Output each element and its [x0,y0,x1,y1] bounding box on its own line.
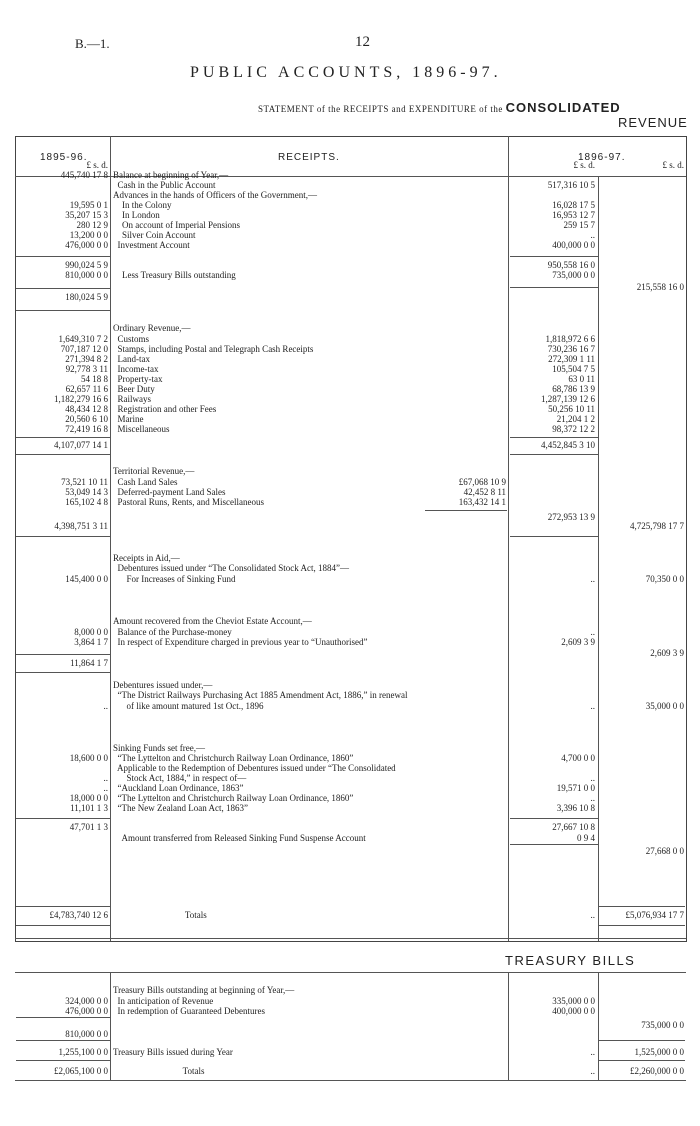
receipt-description: In redemption of Guaranteed Debentures [113,1006,265,1016]
prev-year-amount: 62,657 11 6 [65,384,108,394]
curr-year-total: 70,350 0 0 [645,574,684,584]
receipt-description: Treasury Bills issued during Year [113,1047,233,1057]
receipt-description: “The District Railways Purchasing Act 1885 Amendment Act, 1886,” in renewal [113,690,408,700]
receipt-description: Less Treasury Bills outstanding [113,270,236,280]
curr-year-amount: 335,000 0 0 [552,996,595,1006]
subtotal-rule [16,288,110,289]
prev-year-amount: .. [103,783,108,793]
curr-year-amount: 68,786 13 9 [552,384,595,394]
col-receipts: RECEIPTS. [278,152,340,163]
curr-year-total: 215,558 16 0 [636,282,684,292]
receipt-description: In the Colony [113,200,172,210]
subtotal-rule [510,256,598,257]
prev-year-amount: 145,400 0 0 [65,574,108,584]
prev-year-amount: 707,187 12 0 [60,344,108,354]
receipt-description: Totals [113,1066,205,1076]
receipt-description: Marine [113,414,144,424]
curr-year-amount: 50,256 10 11 [548,404,595,414]
receipt-description: Receipts in Aid,— [113,553,180,563]
curr-year-amount: £ s. d. [573,160,595,170]
receipt-description: Debentures issued under “The Consolidated Stock Act, 1884”— [113,563,349,573]
receipt-description: Railways [113,394,151,404]
subtotal-rule [16,536,110,537]
treasury-bills-heading: TREASURY BILLS [505,953,636,968]
prev-year-amount: 72,419 16 8 [65,424,108,434]
curr-year-amount: 950,558 16 0 [547,260,595,270]
prev-year-amount: 35,207 15 3 [65,210,108,220]
curr-year-amount: 272,953 13 9 [547,512,595,522]
prev-year-amount: 810,000 0 0 [65,1029,108,1039]
curr-year-amount: 1,818,972 6 6 [545,334,595,344]
curr-year-amount: 16,953 12 7 [552,210,595,220]
receipt-description: Territorial Revenue,— [113,466,195,476]
col-divider [508,972,509,1080]
curr-year-total: £2,260,000 0 0 [630,1066,684,1076]
subtotal-rule [598,1040,685,1041]
prev-year-amount: 324,000 0 0 [65,996,108,1006]
receipt-description: In London [113,210,160,220]
subtotal-rule [16,654,110,655]
curr-year-amount: .. [590,793,595,803]
curr-year-amount: 63 0 11 [568,374,595,384]
curr-year-total: £5,076,934 17 7 [625,910,684,920]
curr-year-amount: .. [590,230,595,240]
prev-year-amount: 476,000 0 0 [65,1006,108,1016]
prev-year-amount: 11,864 1 7 [70,658,108,668]
prev-year-amount: £4,783,740 12 6 [49,910,108,920]
total-rule [598,925,685,926]
receipt-description: Advances in the hands of Officers of the Government,— [113,190,318,200]
prev-year-amount: 47,701 1 3 [69,822,108,832]
curr-year-total: 735,000 0 0 [641,1020,684,1030]
page-number: 12 [355,34,370,50]
prev-year-amount: 476,000 0 0 [65,240,108,250]
statement-heading [258,100,621,115]
curr-year-total: 35,000 0 0 [645,701,684,711]
receipt-description: Applicable to the Redemption of Debentures issued under “The Consolidated [113,763,396,773]
receipt-description: Miscellaneous [113,424,170,434]
subtotal-rule [425,510,507,511]
statement-prefix: STATEMENT of the RECEIPTS and EXPENDITURE of the [258,104,503,114]
subtotal-rule [510,454,598,455]
curr-year-amount: .. [590,701,595,711]
statement-bold: CONSOLIDATED [505,100,621,115]
prev-year-amount: 20,560 6 10 [65,414,108,424]
curr-year-amount: 19,571 0 0 [556,783,595,793]
subtotal-rule [16,906,110,907]
prev-year-amount: 445,740 17 8 [60,170,108,180]
prev-year-amount: 990,024 5 9 [65,260,108,270]
subtotal-rule [510,437,598,438]
statement-revenue: REVENUE [618,115,688,130]
prev-year-amount: 19,595 0 1 [69,200,108,210]
curr-year-total: 4,725,798 17 7 [630,521,684,531]
receipt-description: Deferred-payment Land Sales [113,487,226,497]
prev-year-amount: 180,024 5 9 [65,292,108,302]
receipt-description: Investment Account [113,240,190,250]
curr-year-total: 27,668 0 0 [645,846,684,856]
curr-year-amount: .. [590,627,595,637]
receipt-description: In respect of Expenditure charged in previous year to “Unauthorised” [113,637,368,647]
curr-year-amount: 517,316 10 5 [547,180,595,190]
col-prev-year: 1895-96. [40,152,88,163]
curr-year-amount: 98,372 12 2 [552,424,595,434]
receipt-description: Customs [113,334,150,344]
prev-year-amount: 73,521 10 11 [61,477,108,487]
subtotal-rule [510,844,598,845]
receipt-description: “The Lyttelton and Christchurch Railway Loan Ordinance, 1860” [113,793,354,803]
prev-year-amount: 4,398,751 3 11 [54,521,108,531]
prev-year-amount: 1,255,100 0 0 [58,1047,108,1057]
subtotal-rule [510,818,598,819]
curr-year-amount: 2,609 3 9 [561,637,595,647]
curr-year-amount: 16,028 17 5 [552,200,595,210]
curr-year-amount: .. [590,910,595,920]
curr-year-amount: 4,700 0 0 [561,753,595,763]
receipt-description: Sinking Funds set free,— [113,743,205,753]
receipt-description: On account of Imperial Pensions [113,220,240,230]
receipt-description: Balance of the Purchase-money [113,627,232,637]
receipt-description: For Increases of Sinking Fund [113,574,236,584]
subtotal-rule [16,818,110,819]
prev-year-amount: 18,600 0 0 [69,753,108,763]
receipt-description: Beer Duty [113,384,155,394]
receipt-description: In anticipation of Revenue [113,996,214,1006]
prev-year-amount: 18,000 0 0 [69,793,108,803]
prev-year-amount: .. [103,701,108,711]
curr-year-amount: 3,396 10 8 [556,803,595,813]
prev-year-amount: 13,200 0 0 [69,230,108,240]
receipt-description: Stamps, including Postal and Telegraph Cash Receipts [113,344,314,354]
curr-year-amount: 735,000 0 0 [552,270,595,280]
curr-year-amount: 400,000 0 0 [552,1006,595,1016]
bottom-rule [15,938,686,939]
receipt-description: Registration and other Fees [113,404,217,414]
col-divider [110,972,111,1080]
curr-year-amount: 1,287,139 12 6 [541,394,595,404]
curr-year-amount: .. [590,1047,595,1057]
subtotal-rule [16,454,110,455]
prev-year-amount: 92,778 3 11 [65,364,108,374]
curr-year-amount: 21,204 1 2 [556,414,595,424]
receipt-description: Silver Coin Account [113,230,196,240]
receipt-description: of like amount matured 1st Oct., 1896 [113,701,264,711]
receipt-description: “The Lyttelton and Christchurch Railway Loan Ordinance, 1860” [113,753,354,763]
prev-year-amount: 280 12 9 [76,220,108,230]
receipt-description: Cash Land Sales [113,477,178,487]
prev-year-amount: 1,182,279 16 6 [54,394,108,404]
curr-year-amount: 400,000 0 0 [552,240,595,250]
receipt-description: Amount recovered from the Cheviot Estate Account,— [113,616,312,626]
prev-year-amount: 48,434 12 8 [65,404,108,414]
receipt-description: Property-tax [113,374,163,384]
territorial-subtotal: £67,068 10 9 [458,477,506,487]
total-rule [16,925,110,926]
document-code: B.—1. [75,36,110,51]
curr-year-amount: 27,667 10 8 [552,822,595,832]
curr-year-amount: 4,452,845 3 10 [541,440,595,450]
subtotal-rule [598,906,685,907]
prev-year-amount: 53,049 14 3 [65,487,108,497]
col-curr-year: 1896-97. [578,152,626,163]
territorial-subtotal: 42,452 8 11 [463,487,506,497]
prev-year-amount: 4,107,077 14 1 [54,440,108,450]
curr-year-total: 2,609 3 9 [650,648,684,658]
curr-year-amount: .. [590,1066,595,1076]
curr-year-amount: 0 9 4 [577,833,595,843]
receipt-description: Ordinary Revenue,— [113,323,191,333]
prev-year-amount: 810,000 0 0 [65,270,108,280]
receipt-description: Treasury Bills outstanding at beginning of Year,— [113,985,295,995]
prev-year-amount: £ s. d. [86,160,108,170]
prev-year-amount: 54 18 8 [81,374,108,384]
subtotal-rule [510,287,598,288]
receipt-description: “The New Zealand Loan Act, 1863” [113,803,248,813]
page-title: PUBLIC ACCOUNTS, 1896-97. [190,64,502,81]
receipt-description: Pastoral Runs, Rents, and Miscellaneous [113,497,264,507]
prev-year-amount: 165,102 4 8 [65,497,108,507]
receipt-description: Balance at beginning of Year,— [113,170,229,180]
receipt-description: Cash in the Public Account [113,180,216,190]
curr-year-amount: 105,504 7 5 [552,364,595,374]
treasury-bottom-rule [15,1080,686,1081]
receipt-description: “Auckland Loan Ordinance, 1863” [113,783,244,793]
curr-year-amount: 259 15 7 [563,220,595,230]
subtotal-rule [16,1060,110,1061]
treasury-top-rule [15,972,686,973]
subtotal-rule [510,536,598,537]
subtotal-rule [598,1060,685,1061]
col-divider [508,136,509,941]
curr-year-amount: .. [590,574,595,584]
prev-year-amount: £2,065,100 0 0 [54,1066,108,1076]
subtotal-rule [16,310,110,311]
curr-year-total: £ s. d. [662,160,684,170]
subtotal-rule [16,672,110,673]
territorial-subtotal: 163,432 14 1 [458,497,506,507]
prev-year-amount: 271,394 8 2 [65,354,108,364]
subtotal-rule [16,256,110,257]
receipt-description: Totals [113,910,207,920]
subtotal-rule [16,437,110,438]
receipt-description: Stock Act, 1884,” in respect of— [113,773,247,783]
col-divider [110,136,111,941]
curr-year-amount: 272,309 1 11 [548,354,595,364]
prev-year-amount: .. [103,773,108,783]
receipt-description: Land-tax [113,354,150,364]
prev-year-amount: 3,864 1 7 [74,637,108,647]
prev-year-amount: 11,101 1 3 [70,803,108,813]
curr-year-amount: 730,236 16 7 [547,344,595,354]
prev-year-amount: 8,000 0 0 [74,627,108,637]
receipt-description: Amount transferred from Released Sinking Fund Suspense Account [113,833,366,843]
receipt-description: Debentures issued under,— [113,680,213,690]
curr-year-total: 1,525,000 0 0 [634,1047,684,1057]
prev-year-amount: 1,649,310 7 2 [58,334,108,344]
receipt-description: Income-tax [113,364,159,374]
subtotal-rule [16,1040,110,1041]
subtotal-rule [16,1017,110,1018]
curr-year-amount: .. [590,773,595,783]
